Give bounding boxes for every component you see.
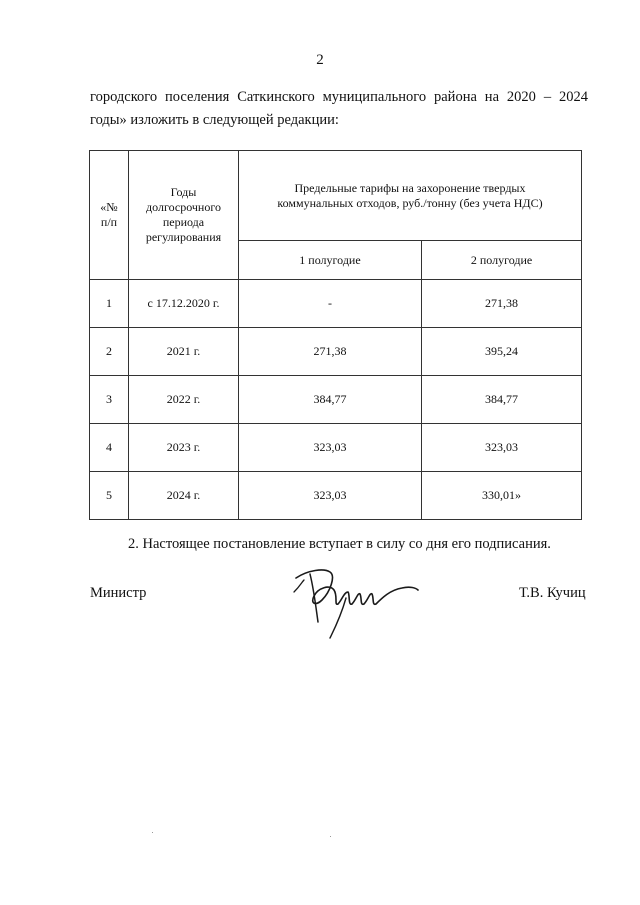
row-half-1: - <box>239 280 422 328</box>
intro-paragraph <box>90 86 588 132</box>
row-period: 2023 г. <box>129 424 239 472</box>
header-number: «№ п/п <box>90 151 129 280</box>
row-half-2: 384,77 <box>422 376 582 424</box>
row-period: с 17.12.2020 г. <box>129 280 239 328</box>
row-period: 2022 г. <box>129 376 239 424</box>
row-number: 5 <box>90 472 129 520</box>
signer-name: Т.В. Кучиц <box>519 585 586 601</box>
row-number: 2 <box>90 328 129 376</box>
row-number: 3 <box>90 376 129 424</box>
tariffs-table <box>89 150 582 520</box>
intro-line-1: городского поселения Саткинского муниципального района на 2020 – 2024 <box>90 89 588 105</box>
header-half-1: 1 полугодие <box>239 241 422 280</box>
row-half-1: 271,38 <box>239 328 422 376</box>
scan-speck <box>152 832 153 833</box>
row-half-2: 271,38 <box>422 280 582 328</box>
table-row <box>90 472 582 520</box>
row-number: 1 <box>90 280 129 328</box>
row-half-1: 323,03 <box>239 472 422 520</box>
table-row <box>90 424 582 472</box>
table-row <box>90 280 582 328</box>
scan-speck <box>330 836 331 837</box>
table-row <box>90 376 582 424</box>
row-half-2: 395,24 <box>422 328 582 376</box>
header-half-2: 2 полугодие <box>422 241 582 280</box>
row-period: 2024 г. <box>129 472 239 520</box>
header-years: Годы долгосрочного периода регулирования <box>129 151 239 280</box>
row-half-1: 384,77 <box>239 376 422 424</box>
row-number: 4 <box>90 424 129 472</box>
row-half-2: 323,03 <box>422 424 582 472</box>
table-row <box>90 328 582 376</box>
intro-line-2: годы» изложить в следующей редакции: <box>90 112 339 128</box>
paragraph-2: 2. Настоящее постановление вступает в силу со дня его подписания. <box>128 536 551 552</box>
signer-position: Министр <box>90 585 147 601</box>
row-half-2: 330,01» <box>422 472 582 520</box>
row-half-1: 323,03 <box>239 424 422 472</box>
handwritten-signature <box>290 562 420 640</box>
header-tariffs: Предельные тарифы на захоронение твердых коммунальных отходов, руб./тонну (без учета НДС) <box>239 151 582 241</box>
row-period: 2021 г. <box>129 328 239 376</box>
page-number: 2 <box>316 52 324 68</box>
